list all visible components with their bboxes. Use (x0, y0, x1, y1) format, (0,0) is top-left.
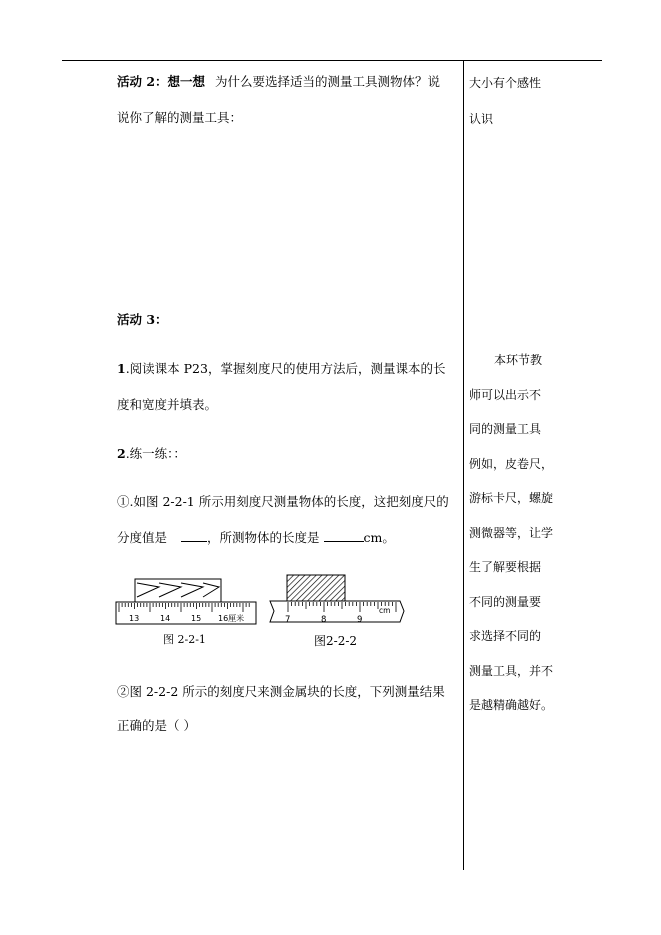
activity3-label: 活动 3： (117, 312, 168, 327)
column-divider (463, 60, 464, 870)
activity2-question: 为什么要选择适当的测量工具测物体？说 (215, 74, 441, 89)
side-note-line: 测量工具，并不 (469, 664, 554, 678)
question1-line1: ①.如图 2-2-1 所示用刻度尺测量物体的长度，这把刻度尺的 (117, 494, 449, 509)
q1-length-label: ，所测物体的长度是 (207, 530, 320, 545)
q1-unit: cm。 (363, 530, 395, 545)
side-note-line: 是越精确越好。 (469, 698, 554, 712)
side-note-line: 求选择不同的 (469, 629, 542, 643)
side-note-line: 师可以出示不 (469, 388, 542, 402)
item1-number: 1 (117, 361, 126, 376)
tick-label: 8 (321, 615, 327, 625)
side-note-line: 本环节教 (494, 353, 543, 367)
side-note-line: 例如，皮卷尺， (469, 457, 554, 471)
figure-2-2-2 (268, 572, 408, 648)
item1-line1 (117, 359, 445, 377)
item1-line2: 度和宽度并填表。 (117, 397, 218, 412)
question2-line2: 正确的是（ ） (117, 718, 196, 733)
activity2-label: 活动 2：想一想 (117, 74, 206, 89)
measured-object-1 (135, 579, 221, 603)
tick-label: 13 (129, 614, 140, 623)
figure-2-2-1 (115, 575, 260, 646)
tick-label: 9 (357, 615, 363, 625)
unit-label: cm (379, 606, 391, 615)
item1-text: .阅读课本 P23，掌握刻度尺的使用方法后，测量课本的长 (125, 361, 446, 376)
side-note-line: 游标卡尺，螺旋 (469, 491, 554, 505)
metal-block (287, 575, 345, 601)
side-note-line: 大小有个感性 (469, 76, 542, 90)
answer-blank-2[interactable] (324, 529, 364, 542)
side-note-line: 生了解要根据 (469, 560, 542, 574)
figure-2-caption: 图2-2-2 (314, 634, 358, 648)
item2-text: .练一练：： (125, 446, 186, 461)
tick-label: 14 (160, 614, 171, 623)
side-note-line: 同的测量工具 (469, 422, 542, 436)
answer-blank-1[interactable] (181, 529, 207, 542)
tick-label: 15 (191, 614, 202, 623)
header-rule (62, 60, 602, 61)
side-note-line: 测微器等，让学 (469, 526, 554, 540)
question1-line2 (117, 528, 395, 546)
tick-label: 16厘米 (218, 614, 245, 623)
figure-1-caption: 图 2-2-1 (163, 633, 206, 646)
item2-line (117, 444, 186, 462)
q1-division-label: 分度值是 (117, 530, 168, 545)
tick-label: 7 (285, 615, 291, 625)
activity2-line2: 说你了解的测量工具： (117, 110, 243, 125)
question2-line1: ②图 2-2-2 所示的刻度尺来测金属块的长度，下列测量结果 (117, 684, 445, 699)
side-note-line: 认识 (469, 112, 494, 126)
side-note-line: 不同的测量要 (469, 595, 542, 609)
item2-number: 2 (117, 446, 126, 461)
activity2-line1 (117, 72, 440, 90)
ruler-figure-2 (268, 572, 408, 630)
ruler-figure-1 (115, 575, 260, 627)
